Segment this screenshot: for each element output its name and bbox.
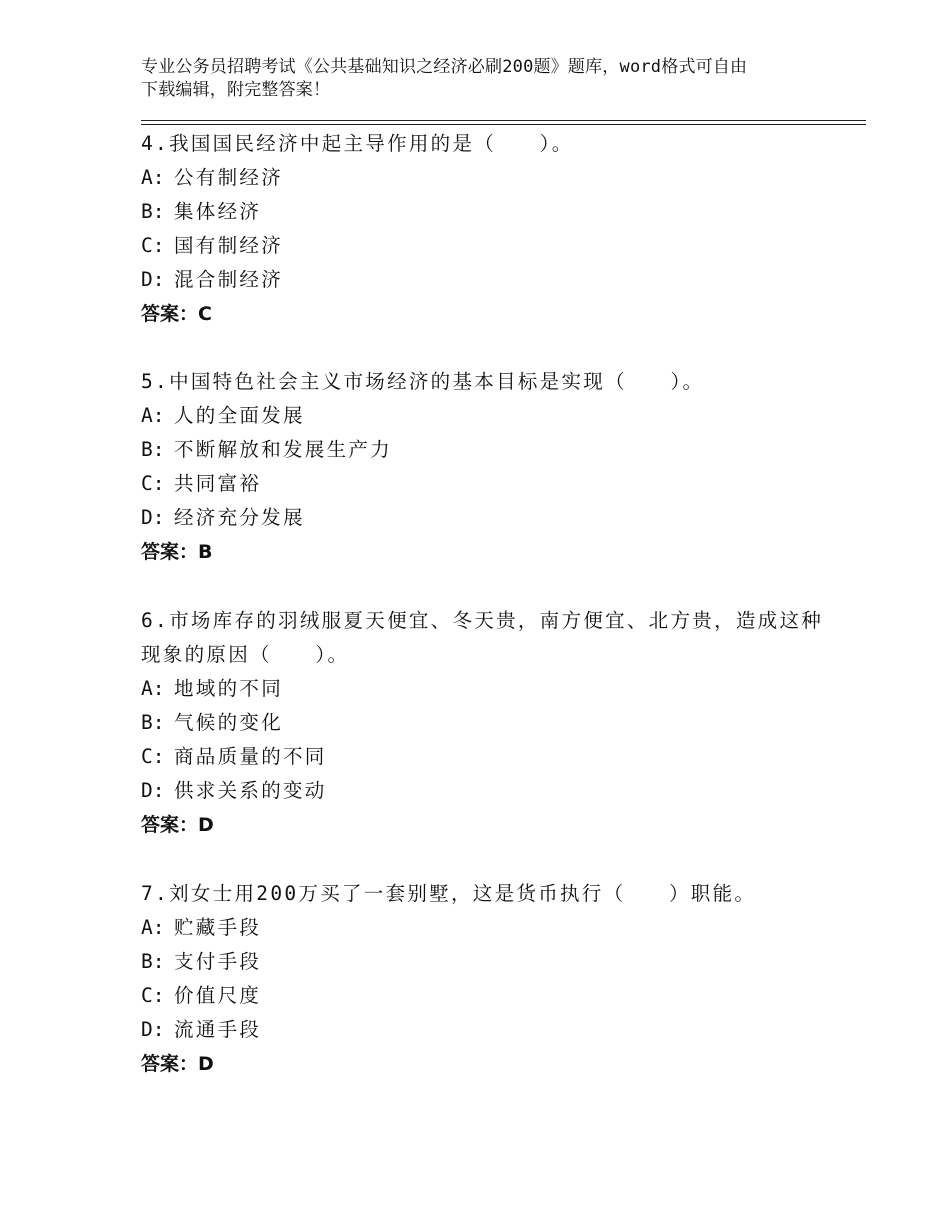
option-text: 气候的变化 [174, 711, 284, 734]
option-text: 集体经济 [174, 200, 262, 223]
option-text: 混合制经济 [174, 268, 284, 291]
question-stem: 7.刘女士用200万买了一套别墅，这是货币执行（ ）职能。 [141, 882, 757, 905]
option-label: D: [141, 506, 165, 529]
answer-line: 答案：C [141, 303, 212, 325]
option-label: B: [141, 438, 165, 461]
option-b [141, 945, 831, 979]
option-text: 公有制经济 [174, 166, 284, 189]
header-line-2: 下载编辑，附完整答案！ [141, 80, 331, 100]
option-label: A: [141, 166, 165, 189]
option-d [141, 1013, 831, 1047]
option-label: B: [141, 711, 165, 734]
option-label: A: [141, 916, 165, 939]
option-d [141, 263, 831, 297]
option-c [141, 229, 831, 263]
option-text: 人的全面发展 [174, 404, 305, 427]
question-stem: 5.中国特色社会主义市场经济的基本目标是实现（ ）。 [141, 370, 705, 393]
question-stem: 6.市场库存的羽绒服夏天便宜、冬天贵，南方便宜、北方贵，造成这种现象的原因（ ）。 [141, 609, 824, 666]
option-text: 价值尺度 [174, 984, 262, 1007]
option-text: 不断解放和发展生产力 [174, 438, 393, 461]
option-label: C: [141, 745, 165, 768]
option-text: 贮藏手段 [174, 916, 262, 939]
option-label: B: [141, 950, 165, 973]
option-label: D: [141, 1018, 165, 1041]
document-header [141, 56, 821, 102]
option-text: 共同富裕 [174, 472, 262, 495]
option-c [141, 467, 831, 501]
option-d [141, 774, 831, 808]
option-label: A: [141, 404, 165, 427]
option-c [141, 740, 831, 774]
option-label: B: [141, 200, 165, 223]
option-text: 经济充分发展 [174, 506, 305, 529]
option-text: 支付手段 [174, 950, 262, 973]
question-stem: 4.我国国民经济中起主导作用的是（ ）。 [141, 132, 574, 155]
option-text: 供求关系的变动 [174, 779, 327, 802]
option-b [141, 433, 831, 467]
header-divider-bottom [141, 124, 866, 125]
header-line-1: 专业公务员招聘考试《公共基础知识之经济必刷200题》题库，word格式可自由 [141, 57, 748, 77]
option-text: 商品质量的不同 [174, 745, 327, 768]
option-label: C: [141, 472, 165, 495]
option-label: A: [141, 677, 165, 700]
answer-line: 答案：D [141, 814, 214, 836]
option-label: D: [141, 268, 165, 291]
option-label: C: [141, 234, 165, 257]
option-a [141, 161, 831, 195]
question-4 [141, 127, 831, 331]
header-divider-top [141, 120, 866, 121]
option-a [141, 672, 831, 706]
option-b [141, 195, 831, 229]
question-5 [141, 365, 831, 569]
option-label: D: [141, 779, 165, 802]
option-d [141, 501, 831, 535]
option-text: 地域的不同 [174, 677, 284, 700]
option-text: 流通手段 [174, 1018, 262, 1041]
question-6 [141, 604, 831, 842]
option-b [141, 706, 831, 740]
option-c [141, 979, 831, 1013]
option-a [141, 399, 831, 433]
question-7 [141, 877, 831, 1081]
option-label: C: [141, 984, 165, 1007]
option-text: 国有制经济 [174, 234, 284, 257]
option-a [141, 911, 831, 945]
answer-line: 答案：D [141, 1053, 214, 1075]
answer-line: 答案：B [141, 541, 213, 563]
